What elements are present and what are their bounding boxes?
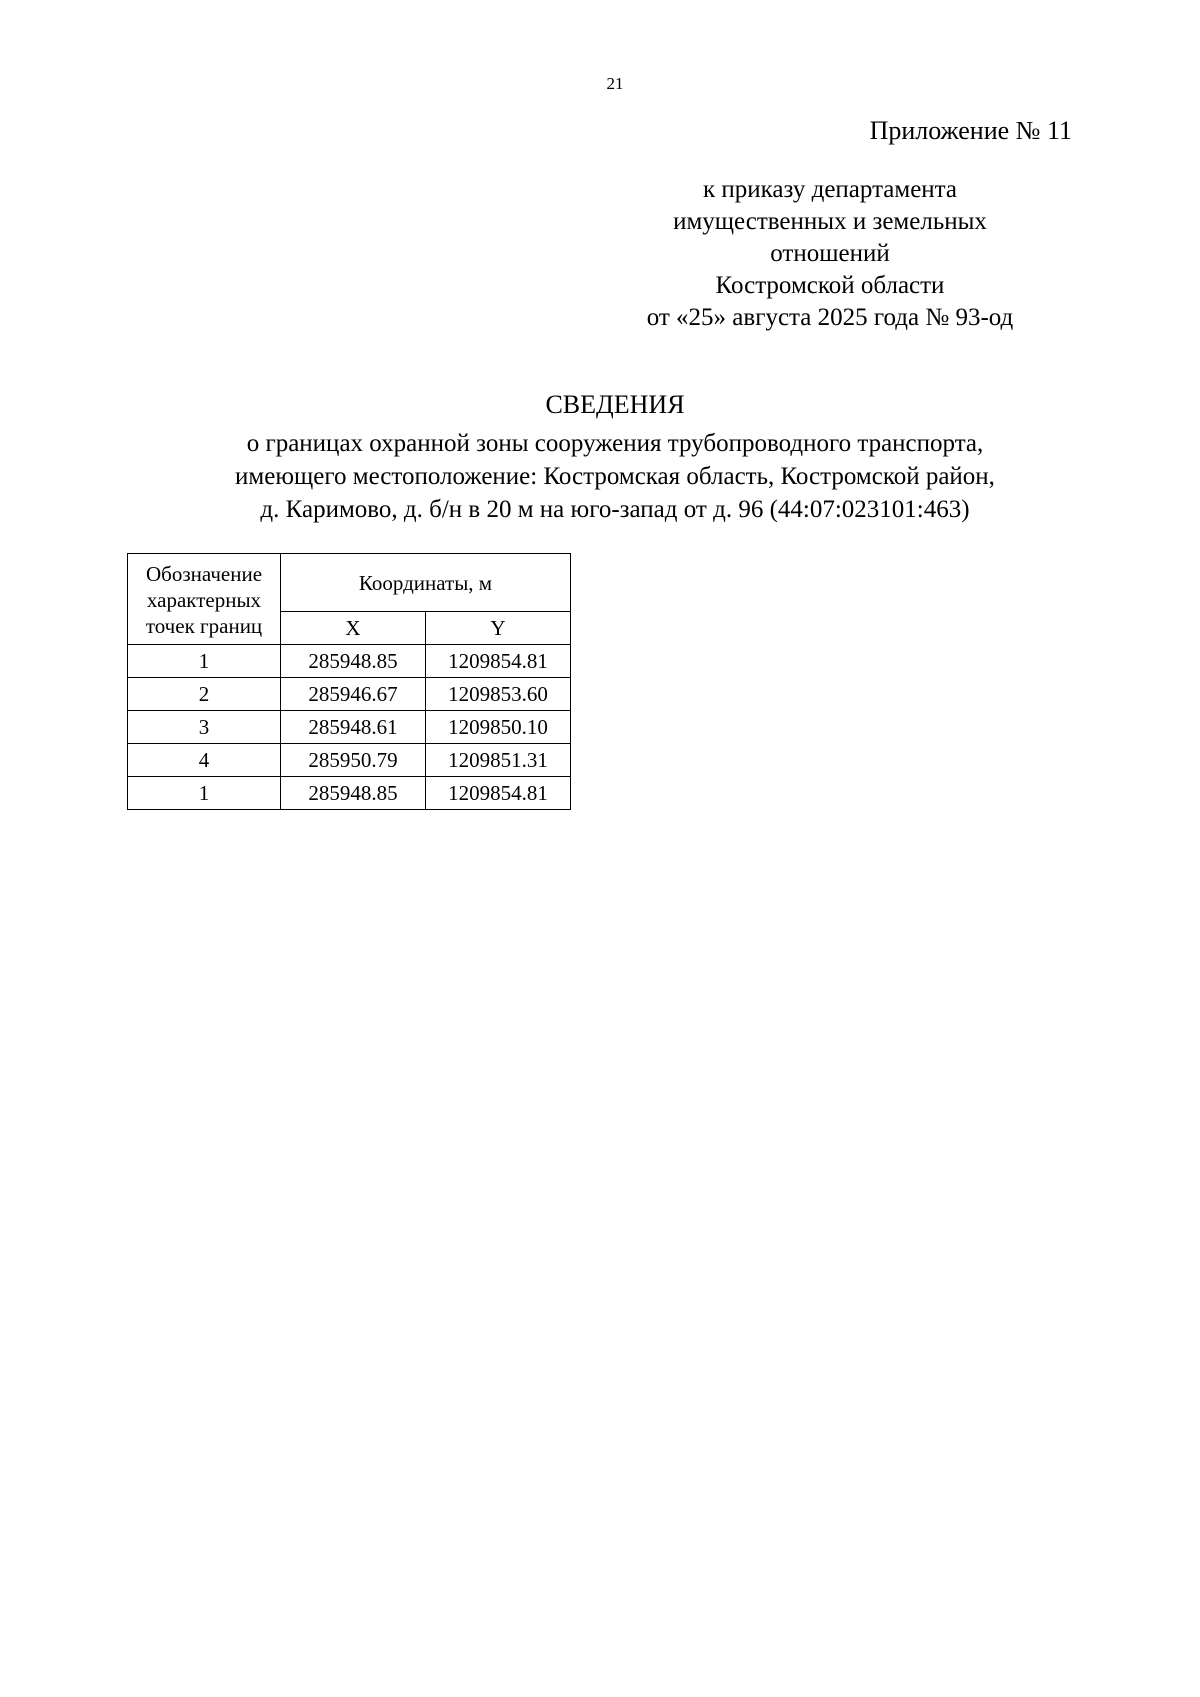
subheading-line: д. Каримово, д. б/н в 20 м на юго-запад от д. 96 (44:07:023101:463) (260, 496, 970, 523)
point-cell: 4 (128, 744, 281, 777)
document-heading: СВЕДЕНИЯ (545, 390, 685, 419)
document-subheading (0, 427, 1200, 526)
y-cell: 1209854.81 (426, 645, 571, 678)
table-row (128, 711, 571, 744)
y-cell: 1209850.10 (426, 711, 571, 744)
y-cell: 1209854.81 (426, 777, 571, 810)
point-cell: 1 (128, 645, 281, 678)
order-reference (600, 174, 1060, 334)
point-cell: 3 (128, 711, 281, 744)
order-line: от «25» августа 2025 года № 93-од (646, 304, 1014, 331)
table-header-row (128, 554, 571, 612)
page-number: 21 (606, 74, 624, 93)
order-line: отношений (770, 240, 890, 267)
y-cell: 1209853.60 (426, 678, 571, 711)
y-column-header: Y (426, 612, 571, 645)
x-column-header: X (281, 612, 426, 645)
table-row (128, 744, 571, 777)
table-row (128, 645, 571, 678)
point-header-line: Обозначение (145, 562, 263, 586)
x-cell: 285948.85 (281, 777, 426, 810)
point-header-line: точек границ (145, 614, 263, 638)
order-line: Костромской области (715, 272, 945, 299)
x-cell: 285948.61 (281, 711, 426, 744)
x-cell: 285950.79 (281, 744, 426, 777)
appendix-title: Приложение № 11 (869, 116, 1072, 145)
order-line: к приказу департамента (702, 176, 958, 203)
coordinates-table (127, 553, 571, 810)
y-cell: 1209851.31 (426, 744, 571, 777)
x-cell: 285948.85 (281, 645, 426, 678)
order-line: имущественных и земельных (673, 208, 987, 235)
point-cell: 2 (128, 678, 281, 711)
point-header-line: характерных (146, 588, 262, 612)
table-row (128, 678, 571, 711)
point-column-header (128, 554, 281, 645)
point-cell: 1 (128, 777, 281, 810)
coords-column-header: Координаты, м (281, 554, 571, 612)
table-row (128, 777, 571, 810)
x-cell: 285946.67 (281, 678, 426, 711)
subheading-line: имеющего местоположение: Костромская область, Костромской район, (235, 463, 995, 490)
subheading-line: о границах охранной зоны сооружения трубопроводного транспорта, (246, 430, 984, 457)
